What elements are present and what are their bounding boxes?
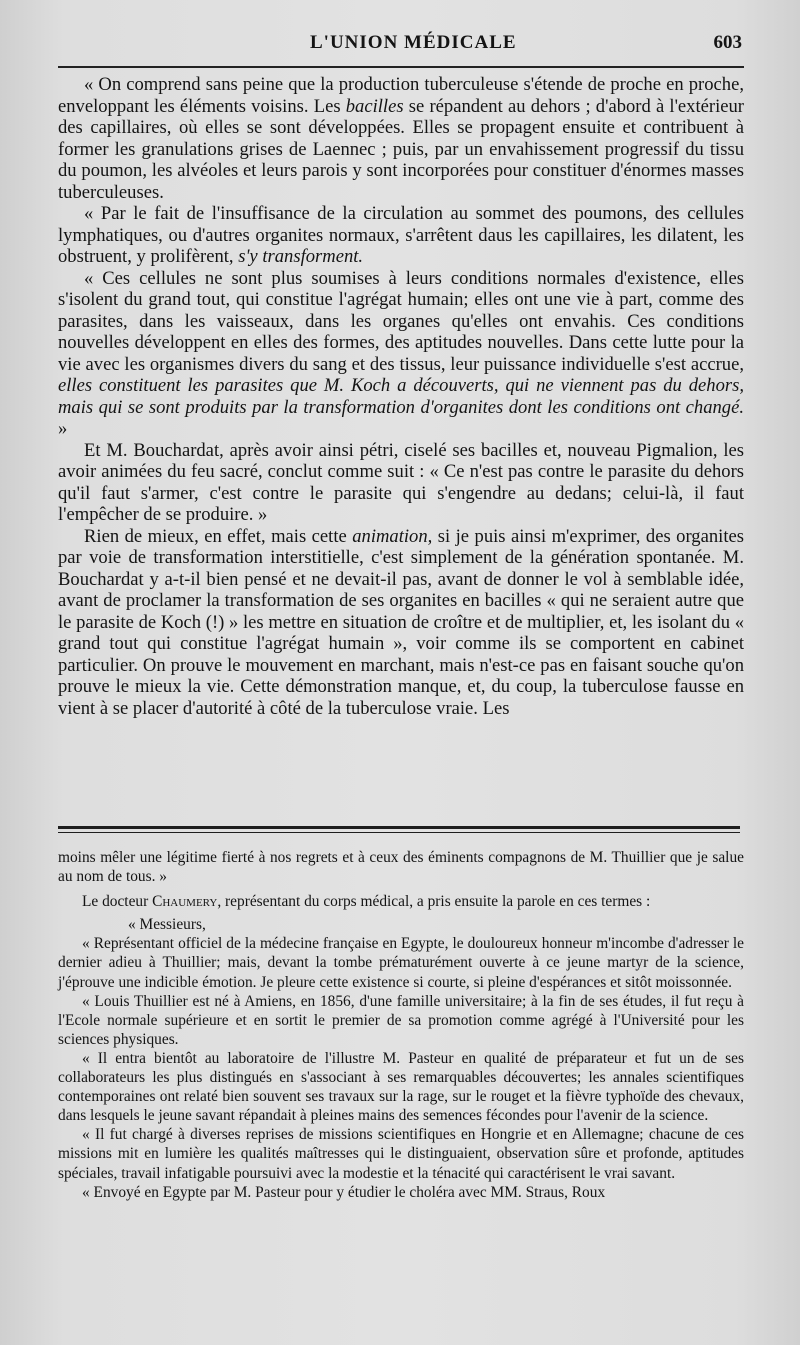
- page-header: [58, 28, 744, 64]
- footnote-paragraph-2-text-b: représentant du corps médical, a pris ensuite la parole en ces termes :: [221, 893, 651, 911]
- paragraph-5-text-a: Rien de mieux, en effet, mais cette: [84, 525, 353, 547]
- main-text: [58, 74, 744, 719]
- footnote-paragraph-7: « Il fut chargé à diverses reprises de missions scientifiques en Hongrie et en Allemagne; chacune de ces missions mit en lumière les qualités maîtresses qui le distinguaient, observation sûre et profonde, aptitudes spéciales, travail infatigable poursuivi avec la modestie et la ténacité qui caractérisent le vrai savant.: [58, 1126, 744, 1182]
- footnote-paragraph-8: « Envoyé en Egypte par M. Pasteur pour y étudier le choléra avec MM. Straus, Roux: [82, 1183, 606, 1201]
- paragraph-2-italic: s'y transforment.: [238, 246, 364, 267]
- page-number: 603: [713, 32, 742, 53]
- separator-thick-rule: [58, 826, 740, 829]
- footnote-salutation: « Messieurs,: [128, 916, 206, 934]
- running-title: L'UNION MÉDICALE: [310, 32, 517, 53]
- header-rule: [58, 66, 744, 68]
- separator-thin-rule: [58, 832, 740, 833]
- footnote-separator: [58, 826, 740, 833]
- footnote-paragraph-6: « Il entra bientôt au laboratoire de l'illustre M. Pasteur en qualité de préparateur et fut un de ses collaborateurs les plus distingués en s'associant à ses remarquables découvertes; les annales scientifiques contemporaines ont relaté bien souvent ses travaux sur la rage, sur le rouget et la fièvre typhoïde des chevaux, dans lesquels le jeune savant répandait à pleines mains des semences fécondes pour l'avenir de la science.: [58, 1049, 744, 1125]
- paragraph-4: Et M. Bouchardat, après avoir ainsi pétri, ciselé ses bacilles et, nouveau Pigmalion, les avoir animées du feu sacré, conclut comme suit : « Ce n'est pas contre le parasite du dehors qu'il faut s'armer, c'est contre le parasite qui s'engendre au dedans; celui-là, il faut l'empêcher de se produire. »: [58, 439, 744, 525]
- paragraph-1-italic: bacilles: [345, 95, 404, 117]
- footnote-text: [58, 848, 744, 1202]
- paragraph-2-text-a: « Par le fait de l'insuffisance de la circulation au sommet des poumons, des cellules lymphatiques, ou d'autres organites normaux, s'arrêtent daus les capillaires, les dilatent, les obstruent, y prolifèrent,: [58, 203, 744, 267]
- paragraph-3-text-a: « Ces cellules ne sont plus soumises à leurs conditions normales d'existence, elles s'isolent du grand tout, qui constitue l'agrégat humain; elles ont une vie à part, comme des parasites, dans les vaisseaux, dans les organes qu'elles ont envahis. Ces conditions nouvelles développent en elles des formes, des aptitudes nouvelles. Dans cette lutte pour la vie avec les organismes divers du sang et des tissus, leur puissance individuelle s'est accrue,: [58, 267, 744, 375]
- speaker-name: Chaumery,: [152, 893, 222, 911]
- paragraph-1-text-b: se répandent au dehors ; d'abord à l'extérieur des capillaires, où elles se sont développées. Elles se propagent ensuite et contribuent à former les granulations grises de Laennec ; puis, par un envahissement progressif du tissu du poumon, les alvéoles et leurs parois y sont incorporées pour constituer d'énormes masses tuberculeuses.: [58, 95, 744, 203]
- paragraph-5-text-b: si je puis ainsi m'exprimer, des organites par voie de transformation interstitielle, c'est simplement de la génération spontanée. M. Bouchardat y a-t-il bien pensé et ne devait-il pas, avant de donner le vol à semblable idée, avant de proclamer la transformation de ses organites en bacilles « qui ne seraient autre que le parasite de Koch (!) » les mettre en situation de croître et de multiplier, et, les isolant du « grand tout qui constitue l'agrégat humain », voir comme ils se comportent en cabinet particulier. On prouve le mouvement en marchant, mais n'est-ce pas en faisant souche qu'on prouve le mieux la vie. Cette démonstration manque, et, du coup, la tuberculose fausse en vient à se placer d'autorité à côté de la tuberculose vraie. Les: [58, 525, 744, 719]
- paragraph-1: [58, 74, 744, 203]
- paragraph-2: [58, 203, 744, 268]
- footnote-paragraph-5: « Louis Thuillier est né à Amiens, en 1856, d'une famille universitaire; à la fin de ses études, il fut reçu à l'Ecole normale supérieure et en sortit le premier de sa promotion comme agrégé à l'Université pour les sciences physiques.: [58, 992, 744, 1048]
- footnote-paragraph-1: moins mêler une légitime fierté à nos regrets et à ceux des éminents compagnons de M. Thuillier que je salue au nom de tous. »: [58, 849, 744, 886]
- footnote-paragraph-2: [58, 892, 744, 911]
- footnote-paragraph-4: « Représentant officiel de la médecine française en Egypte, le douloureux honneur m'incombe d'adresser le dernier adieu à Thuillier; mais, devant la tombe prématurément ouverte à ce jeune martyr de la science, j'éprouve une indicible émotion. Je pleure cette existence si courte, si pleine d'espérances et sitôt moissonnée.: [58, 935, 744, 991]
- paragraph-3: [58, 268, 744, 440]
- paragraph-1-text-a: « On comprend sans peine que la production tuberculeuse s'étende de proche en proche, enveloppant les éléments voisins. Les: [58, 74, 744, 117]
- footnote-paragraph-2-text-a: Le docteur: [82, 893, 153, 911]
- paragraph-3-italic: elles constituent les parasites que M. Koch a découverts, qui ne viennent pas du dehors, mais qui se sont produits par la transformation d'organites dont les conditions ont changé.: [58, 375, 744, 418]
- paragraph-3-text-b: »: [58, 418, 68, 439]
- paragraph-5: [58, 526, 744, 720]
- paragraph-5-italic: animation,: [352, 525, 433, 547]
